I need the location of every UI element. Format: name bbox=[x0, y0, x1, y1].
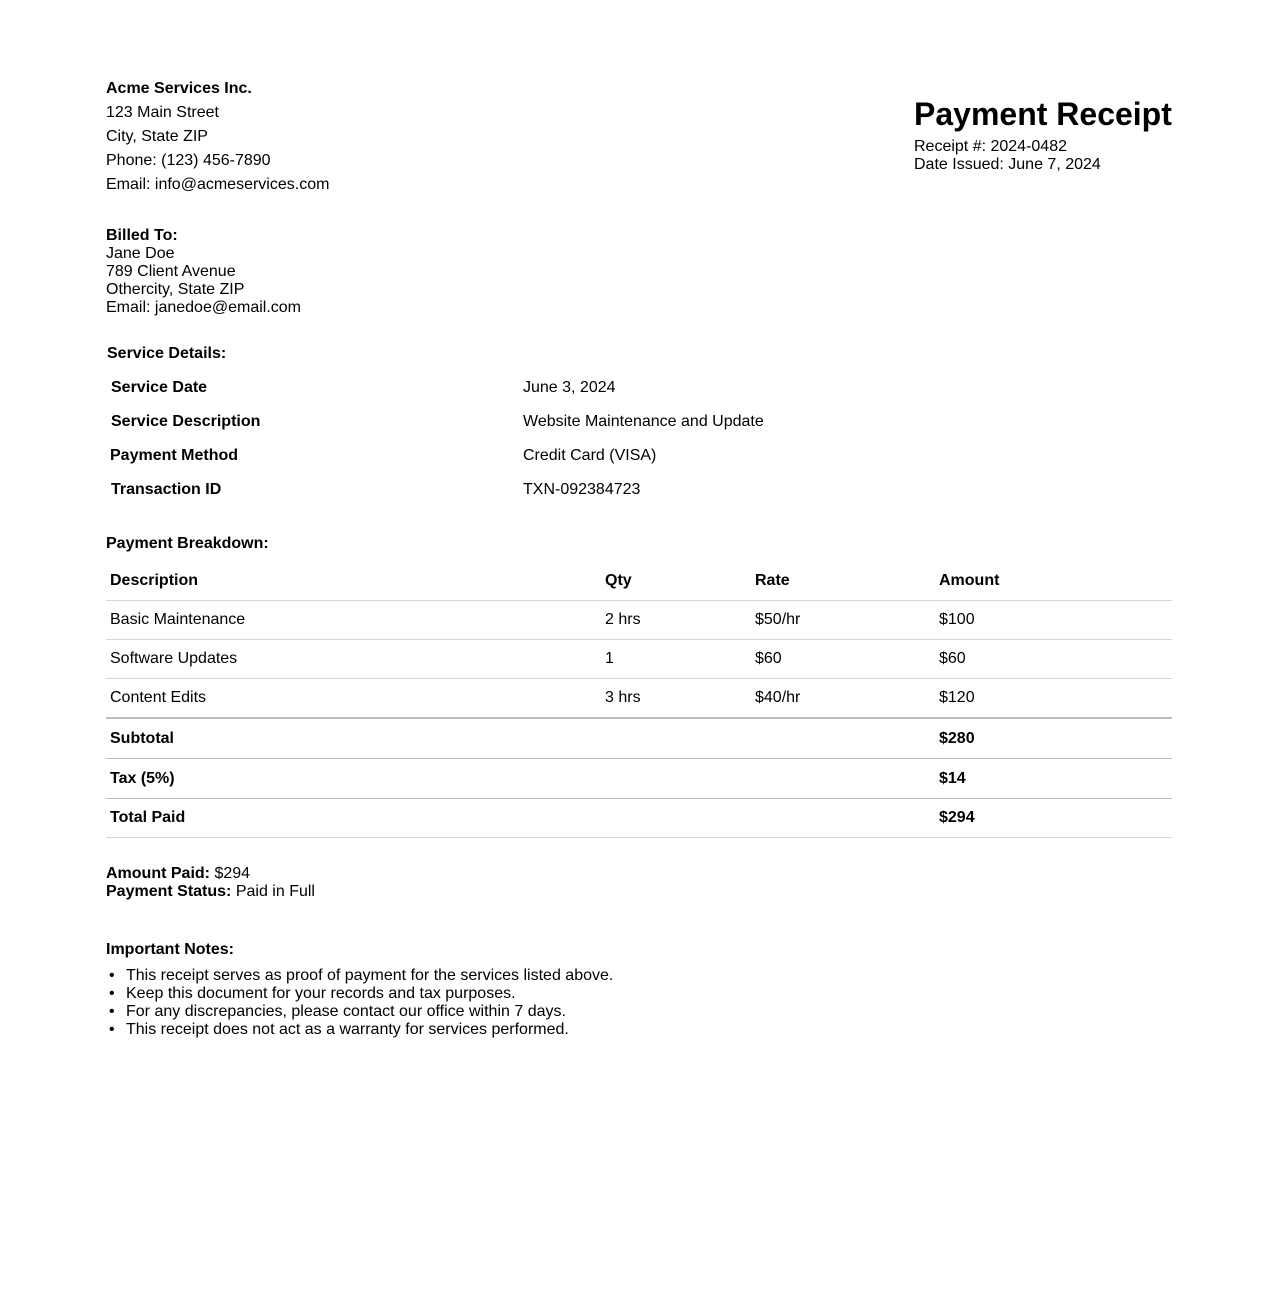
service-details-heading: Service Details: bbox=[107, 345, 227, 362]
important-notes-heading: Important Notes: bbox=[106, 941, 234, 958]
item-description: Content Edits bbox=[110, 689, 207, 706]
item-description: Software Updates bbox=[110, 650, 238, 667]
payment-summary bbox=[106, 865, 315, 901]
tax-amount: $14 bbox=[939, 769, 966, 787]
payment-status-value: Paid in Full bbox=[235, 883, 315, 900]
table-row bbox=[107, 473, 1123, 507]
table-row bbox=[106, 679, 1172, 718]
company-email: Email: info@acmeservices.com bbox=[106, 176, 330, 193]
item-amount: $120 bbox=[939, 689, 975, 706]
column-header-amount: Amount bbox=[939, 572, 1000, 589]
amount-paid-line bbox=[106, 865, 315, 883]
company-phone: Phone: (123) 456-7890 bbox=[106, 152, 271, 169]
payment-status-line bbox=[106, 883, 315, 901]
list-item: • This receipt does not act as a warranty for services performed. bbox=[126, 1021, 613, 1039]
subtotal-amount: $280 bbox=[939, 729, 975, 747]
table-row bbox=[106, 640, 1172, 679]
payment-breakdown-table bbox=[106, 562, 1172, 838]
company-info bbox=[106, 77, 329, 197]
company-city: City, State ZIP bbox=[106, 128, 208, 145]
client-name: Jane Doe bbox=[106, 245, 175, 262]
list-item: • This receipt serves as proof of payment for the services listed above. bbox=[126, 967, 613, 985]
column-header-qty: Qty bbox=[605, 572, 632, 589]
amount-paid-value: $294 bbox=[214, 865, 251, 882]
table-row bbox=[107, 439, 1123, 473]
table-row bbox=[107, 405, 1123, 439]
item-qty: 2 hrs bbox=[605, 611, 641, 628]
payment-breakdown-heading: Payment Breakdown: bbox=[106, 535, 269, 552]
table-row bbox=[107, 371, 1123, 405]
item-rate: $60 bbox=[755, 650, 782, 667]
amount-paid-label: Amount Paid: bbox=[106, 865, 210, 882]
billed-to-heading: Billed To: bbox=[106, 227, 178, 244]
tax-label: Tax (5%) bbox=[110, 769, 175, 787]
total-label: Total Paid bbox=[110, 809, 186, 826]
receipt-number: Receipt #: 2024-0482 bbox=[914, 138, 1067, 155]
payment-method-label: Payment Method bbox=[110, 447, 239, 464]
total-amount: $294 bbox=[939, 809, 975, 826]
date-issued: Date Issued: June 7, 2024 bbox=[914, 156, 1101, 173]
client-city: Othercity, State ZIP bbox=[106, 281, 245, 298]
column-header-description: Description bbox=[110, 572, 199, 589]
item-qty: 1 bbox=[605, 650, 614, 667]
notes-list bbox=[126, 967, 613, 1039]
service-details-table bbox=[107, 371, 1123, 507]
transaction-id-value: TXN-092384723 bbox=[523, 481, 641, 498]
company-street: 123 Main Street bbox=[106, 104, 219, 121]
client-email: Email: janedoe@email.com bbox=[106, 299, 301, 316]
payment-method-value: Credit Card (VISA) bbox=[523, 447, 657, 464]
column-header-rate: Rate bbox=[755, 572, 790, 589]
payment-status-label: Payment Status: bbox=[106, 883, 232, 900]
page-title: Payment Receipt bbox=[914, 96, 1172, 132]
total-row bbox=[106, 798, 1172, 838]
client-street: 789 Client Avenue bbox=[106, 263, 236, 280]
table-row bbox=[106, 601, 1172, 640]
transaction-id-label: Transaction ID bbox=[111, 481, 222, 498]
item-qty: 3 hrs bbox=[605, 689, 641, 706]
receipt-header bbox=[914, 94, 1172, 174]
item-description: Basic Maintenance bbox=[110, 611, 246, 628]
company-name: Acme Services Inc. bbox=[106, 80, 252, 97]
list-item: • For any discrepancies, please contact our office within 7 days. bbox=[126, 1003, 613, 1021]
service-description-label: Service Description bbox=[111, 413, 261, 430]
subtotal-row bbox=[106, 718, 1172, 758]
service-date-value: June 3, 2024 bbox=[523, 379, 616, 396]
billed-to bbox=[106, 227, 301, 317]
item-rate: $50/hr bbox=[755, 611, 801, 628]
item-amount: $60 bbox=[939, 650, 966, 667]
list-item: • Keep this document for your records and tax purposes. bbox=[126, 985, 613, 1003]
service-date-label: Service Date bbox=[111, 379, 208, 396]
tax-row bbox=[106, 758, 1172, 798]
service-description-value: Website Maintenance and Update bbox=[523, 413, 764, 430]
subtotal-label: Subtotal bbox=[110, 729, 174, 747]
item-rate: $40/hr bbox=[755, 689, 801, 706]
item-amount: $100 bbox=[939, 611, 975, 628]
table-header-row bbox=[106, 562, 1172, 601]
